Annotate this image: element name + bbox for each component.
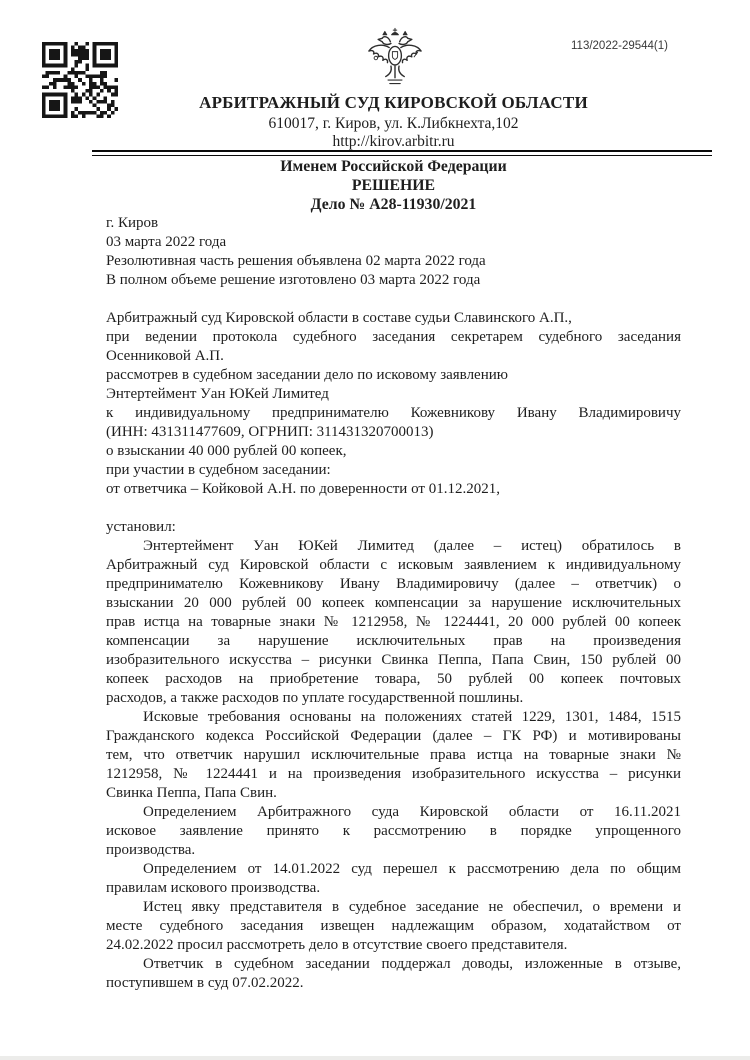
document-line: изобразительного искусства – рисунки Свинка Пеппа, Папа Свин, 150 рублей 00 (106, 652, 681, 668)
document-line: прав истца на товарные знаки № 1212958, № 1224441, 20 000 рублей 00 копеек (106, 614, 681, 630)
court-address: 610017, г. Киров, ул. К.Либкнехта,102 (268, 115, 519, 132)
document-line: к индивидуальному предпринимателю Кожевникову Ивану Владимировичу (106, 405, 681, 421)
document-line: поступившем в суд 07.02.2022. (106, 975, 304, 991)
court-website-url: http://kirov.arbitr.ru (332, 133, 455, 150)
document-line: Истец явку представителя в судебное заседание не обеспечил, о времени и (143, 899, 681, 915)
document-line: компенсации за нарушение исключительных прав на произведения (106, 633, 681, 649)
document-line: Свинка Пеппа, Папа Свин. (106, 785, 277, 801)
document-line: взыскании 20 000 рублей 00 копеек компенсации за нарушение исключительных (106, 595, 681, 611)
document-line: от ответчика – Койковой А.Н. по доверенности от 01.12.2021, (106, 481, 500, 497)
document-line: месте судебного заседания извещен надлежащим образом, ходатайством от (106, 918, 681, 934)
document-line: копеек расходов на приобретение товара, 50 рублей 00 копеек почтовых (106, 671, 681, 687)
document-number: 113/2022-29544(1) (571, 40, 668, 52)
document-line: при ведении протокола судебного заседания секретарем судебного заседания (106, 329, 681, 345)
document-line: Гражданского кодекса Российской Федерации (далее – ГК РФ) и мотивированы (106, 728, 681, 744)
in-the-name-line: Именем Российской Федерации (280, 158, 507, 175)
header-separator-line (92, 150, 712, 156)
case-number: Дело № А28-11930/2021 (310, 196, 477, 213)
document-line: Определением Арбитражного суда Кировской области от 16.11.2021 (143, 804, 681, 820)
document-line: рассмотрев в судебном заседании дело по исковому заявлению (106, 367, 508, 383)
document-line: тем, что ответчик нарушил исключительные права истца на товарные знаки № (106, 747, 681, 763)
decision-heading-block (106, 157, 681, 214)
document-line: установил: (106, 519, 176, 535)
document-body (106, 214, 681, 993)
document-line: расходов, а также расходов по уплате государственной пошлины. (106, 690, 524, 706)
document-line: Резолютивная часть решения объявлена 02 марта 2022 года (106, 253, 486, 269)
court-name: АРБИТРАЖНЫЙ СУД КИРОВСКОЙ ОБЛАСТИ (199, 93, 588, 112)
document-line: о взыскании 40 000 рублей 00 копеек, (106, 443, 347, 459)
document-line: предпринимателю Кожевникову Ивану Владимировичу (далее – ответчик) о (106, 576, 681, 592)
document-line: Энтертеймент Уан ЮКей Лимитед (далее – истец) обратилось в (143, 538, 681, 554)
document-line: Ответчик в судебном заседании поддержал доводы, изложенные в отзыве, (143, 956, 681, 972)
document-line: Энтертеймент Уан ЮКей Лимитед (106, 386, 329, 402)
document-line: Арбитражный суд Кировской области в составе судьи Славинского А.П., (106, 310, 572, 326)
page-bottom-edge (0, 1056, 750, 1060)
document-line: Осенниковой А.П. (106, 348, 224, 364)
decision-title: РЕШЕНИЕ (351, 177, 436, 194)
blank-line (106, 499, 681, 518)
blank-line (106, 290, 681, 309)
coat-of-arms-icon (366, 24, 424, 92)
document-line: исковое заявление принято к рассмотрению в порядке упрощенного (106, 823, 681, 839)
document-line: Исковые требования основаны на положениях статей 1229, 1301, 1484, 1515 (143, 709, 681, 725)
document-line: 03 марта 2022 года (106, 234, 227, 250)
document-line: производства. (106, 842, 196, 858)
document-line: при участии в судебном заседании: (106, 462, 331, 478)
document-line: г. Киров (106, 215, 159, 231)
document-line: 1212958, № 1224441 и на произведения изобразительного искусства – рисунки (106, 766, 681, 782)
document-line: (ИНН: 431311477609, ОГРНИП: 311431320700013) (106, 424, 434, 440)
document-line: В полном объеме решение изготовлено 03 марта 2022 года (106, 272, 481, 288)
document-line: 24.02.2022 просил рассмотреть дело в отсутствие своего представителя. (106, 937, 568, 953)
document-line: Определением от 14.01.2022 суд перешел к рассмотрению дела по общим (143, 861, 681, 877)
document-line: правилам искового производства. (106, 880, 321, 896)
document-line: Арбитражный суд Кировской области с исковым заявлением к индивидуальному (106, 557, 681, 573)
